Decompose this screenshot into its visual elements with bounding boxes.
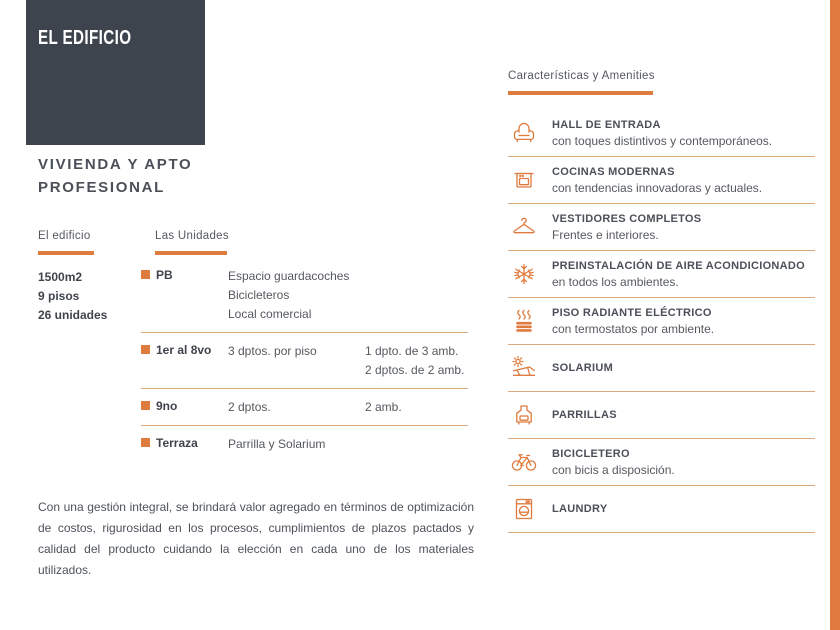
unit-description: 3 dptos. por piso <box>228 344 317 358</box>
amenity-title: PREINSTALACIÓN DE AIRE ACONDICIONADO <box>552 260 806 272</box>
amenity-subtitle: con tendencias innovadoras y actuales. <box>552 181 763 195</box>
amenity-text <box>552 165 762 195</box>
intro-paragraph: Con una gestión integral, se brindará valor agregado en términos de optimización de costos, rigurosidad en los procesos, cumplimientos de plazos pactados y calidad del producto cuidando la elección en cada uno de los materiales utilizados. <box>38 500 474 577</box>
amenity-title: PISO RADIANTE ELÉCTRICO <box>552 307 712 319</box>
stat-surface: 1500m2 <box>38 270 83 284</box>
page-title <box>38 153 192 199</box>
bullet-square-icon <box>141 270 150 279</box>
amenity-item <box>508 392 815 439</box>
amenity-text <box>552 212 701 242</box>
amenity-title: VESTIDORES COMPLETOS <box>552 213 702 225</box>
grill-icon <box>508 400 539 430</box>
amenity-item <box>508 345 815 392</box>
amenity-title: SOLARIUM <box>552 362 614 374</box>
amenity-item <box>508 157 815 204</box>
amenities-section <box>508 70 815 533</box>
accent-underline <box>38 251 94 255</box>
amenity-item <box>508 251 815 298</box>
unit-description: 2 dptos. <box>228 400 271 414</box>
building-stats <box>38 268 107 325</box>
units-table-row <box>141 426 468 462</box>
amenity-title: BICICLETERO <box>552 448 630 460</box>
bullet-square-icon <box>141 438 150 447</box>
unit-floor-label: Terraza <box>156 436 198 450</box>
building-section <box>38 230 107 325</box>
amenity-item <box>508 110 815 157</box>
amenity-text <box>552 502 607 516</box>
page-title-line2: PROFESIONAL <box>38 179 166 196</box>
amenity-title: COCINAS MODERNAS <box>552 166 675 178</box>
units-section-header <box>155 230 468 255</box>
bullet-square-icon <box>141 401 150 410</box>
amenity-text <box>552 306 714 336</box>
bicycle-icon <box>508 447 539 477</box>
units-table-row <box>141 333 468 389</box>
units-table <box>141 267 468 462</box>
oven-icon <box>508 165 539 195</box>
units-table-row <box>141 389 468 426</box>
unit-detail: 2 amb. <box>365 400 402 414</box>
unit-floor-label: PB <box>156 268 173 282</box>
units-table-row <box>141 267 468 333</box>
bullet-square-icon <box>141 345 150 354</box>
amenity-text <box>552 447 675 477</box>
snowflake-icon <box>508 259 539 289</box>
amenity-subtitle: con toques distintivos y contemporáneos. <box>552 134 773 148</box>
section-banner <box>26 0 205 145</box>
amenity-text <box>552 259 805 289</box>
amenity-item <box>508 298 815 345</box>
unit-description: Parrilla y Solarium <box>228 437 326 451</box>
amenity-title: PARRILLAS <box>552 409 617 421</box>
unit-detail <box>365 267 468 324</box>
amenity-subtitle: con termostatos por ambiente. <box>552 322 715 336</box>
hanger-icon <box>508 212 539 242</box>
amenities-list <box>508 110 815 533</box>
unit-detail <box>365 435 468 454</box>
building-section-title: El edificio <box>38 230 91 242</box>
accent-underline <box>155 251 227 255</box>
stat-units: 26 unidades <box>38 308 108 322</box>
units-section <box>141 230 468 462</box>
amenity-text <box>552 408 617 422</box>
banner-title: EL EDIFICIO <box>38 27 132 49</box>
amenity-subtitle: en todos los ambientes. <box>552 275 679 289</box>
unit-floor-label: 9no <box>156 399 178 413</box>
amenity-title: HALL DE ENTRADA <box>552 119 661 131</box>
stat-floors: 9 pisos <box>38 289 80 303</box>
amenity-item <box>508 204 815 251</box>
amenity-text <box>552 118 772 148</box>
amenity-subtitle: Frentes e interiores. <box>552 228 659 242</box>
washing-machine-icon <box>508 494 539 524</box>
page-edge-accent-bar <box>830 0 840 630</box>
amenity-title: LAUNDRY <box>552 503 608 515</box>
page-title-line1: VIVIENDA Y APTO <box>38 156 193 173</box>
amenities-section-title: Características y Amenities <box>508 70 655 82</box>
amenity-item <box>508 439 815 486</box>
amenity-item <box>508 486 815 533</box>
solarium-icon <box>508 353 539 383</box>
amenity-subtitle: con bicis a disposición. <box>552 463 675 477</box>
armchair-icon <box>508 118 539 148</box>
radiant-floor-icon <box>508 306 539 336</box>
accent-underline <box>508 91 653 95</box>
unit-detail: 1 dpto. de 3 amb. 2 dptos. de 2 amb. <box>365 344 465 377</box>
amenity-text <box>552 361 613 375</box>
units-section-title: Las Unidades <box>155 230 229 242</box>
unit-floor-label: 1er al 8vo <box>156 343 212 357</box>
unit-description: Espacio guardacoches Bicicleteros Local comercial <box>228 269 350 321</box>
